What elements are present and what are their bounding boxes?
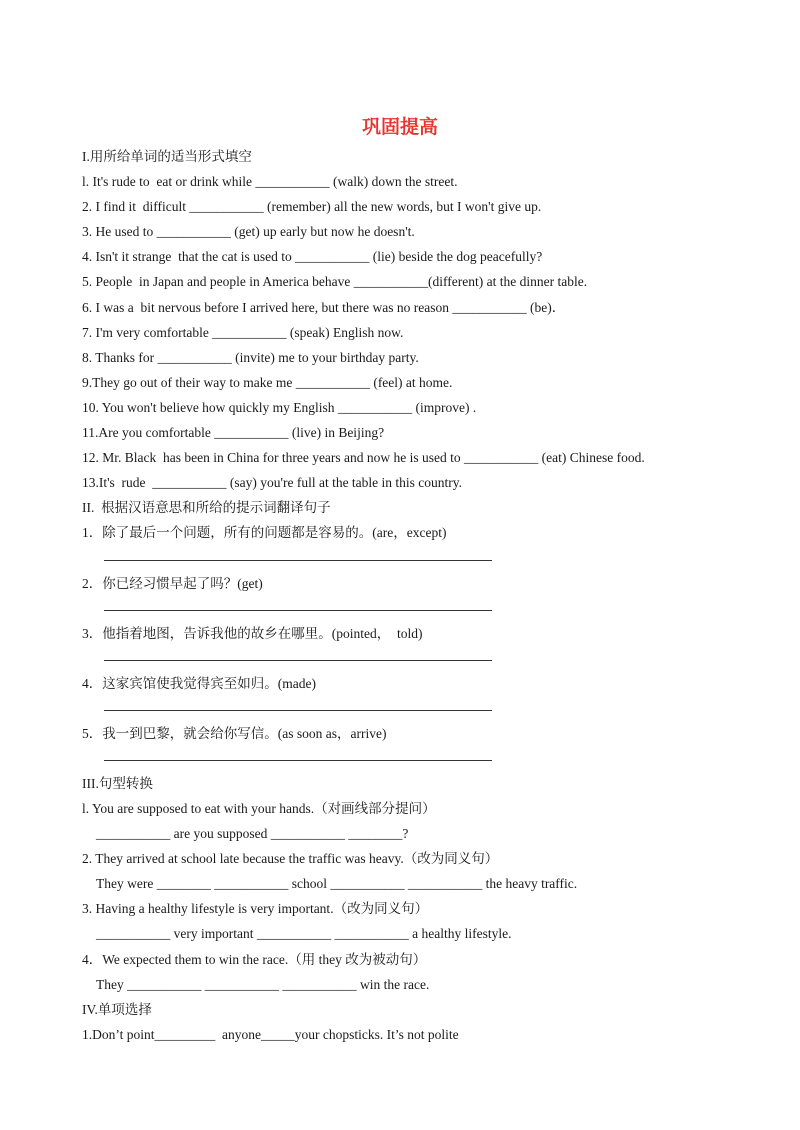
section3-answer: They were ________ ___________ school ___________ ___________ the heavy traffic. [96,876,578,892]
section1-item: 6. I was a bit nervous before I arrived here, but there was no reason ___________ (be)． [82,299,566,315]
section1-item: 12. Mr. Black has been in China for three years and now he is used to ___________ (eat) Chinese food. [82,450,645,466]
answer-line[interactable] [82,696,782,721]
section1-item: l. It's rude to eat or drink while ___________ (walk) down the street. [82,174,458,190]
section3-answer: ___________ very important ___________ ___________ a healthy lifestyle. [96,926,512,942]
section1-item: 10. You won't believe how quickly my English ___________ (improve) . [82,399,477,415]
page-title: 巩固提高 [361,116,438,138]
worksheet-content [82,144,782,1047]
section1-item: 11.Are you comfortable ___________ (live) in Beijing? [82,425,385,441]
section2-item: 3．他指着地图，告诉我他的故乡在哪里。(pointed， told) [82,625,423,641]
section4-heading: IV.单项选择 [82,1001,152,1017]
section1-heading: I.用所给单词的适当形式填空 [82,149,252,164]
section3-question: 3. Having a healthy lifestyle is very important.（改为同义句） [82,901,429,917]
section1-item: 3. He used to ___________ (get) up early but now he doesn't. [82,224,415,240]
section4-item: 1.Don’t point_________ anyone_____your chopsticks. It’s not polite [82,1026,459,1042]
section1-item: 4. Isn't it strange that the cat is used to ___________ (lie) beside the dog peacefully? [82,249,543,265]
section2-item: 1．除了最后一个问题，所有的问题都是容易的。(are，except) [82,525,447,541]
section1-item: 9.They go out of their way to make me ___________ (feel) at home. [82,374,453,390]
section2-item: 4．这家宾馆使我觉得宾至如归。(made) [82,675,316,691]
section3-question: 4．We expected them to win the race.（用 they 改为被动句） [82,951,427,967]
section3-question: l. You are supposed to eat with your hands.（对画线部分提问） [82,800,436,816]
section2-item: 2．你已经习惯早起了吗？(get) [82,575,263,591]
section3-question: 2. They arrived at school late because the traffic was heavy.（改为同义句） [82,851,499,867]
section1-item: 7. I'm very comfortable ___________ (speak) English now. [82,324,404,340]
section3-answer: They ___________ ___________ ___________ win the race. [96,976,430,992]
answer-line[interactable] [82,746,782,771]
section1-item: 13.It's rude ___________ (say) you're full at the table in this country. [82,475,463,491]
section2-item: 5．我一到巴黎，就会给你写信。(as soon as，arrive) [82,725,387,741]
answer-line[interactable] [82,546,782,571]
section1-item: 8. Thanks for ___________ (invite) me to your birthday party. [82,349,419,365]
section1-item: 5. People in Japan and people in America behave ___________(different) at the dinner table. [82,274,588,290]
section1-item: 2. I find it difficult ___________ (remember) all the new words, but I won't give up. [82,199,542,215]
answer-line[interactable] [82,596,782,621]
answer-line[interactable] [82,646,782,671]
section2-heading: II. 根据汉语意思和所给的提示词翻译句子 [82,500,331,516]
section3-answer: ___________ are you supposed ___________ ________? [96,826,409,842]
section3-heading: III.句型转换 [82,775,153,791]
